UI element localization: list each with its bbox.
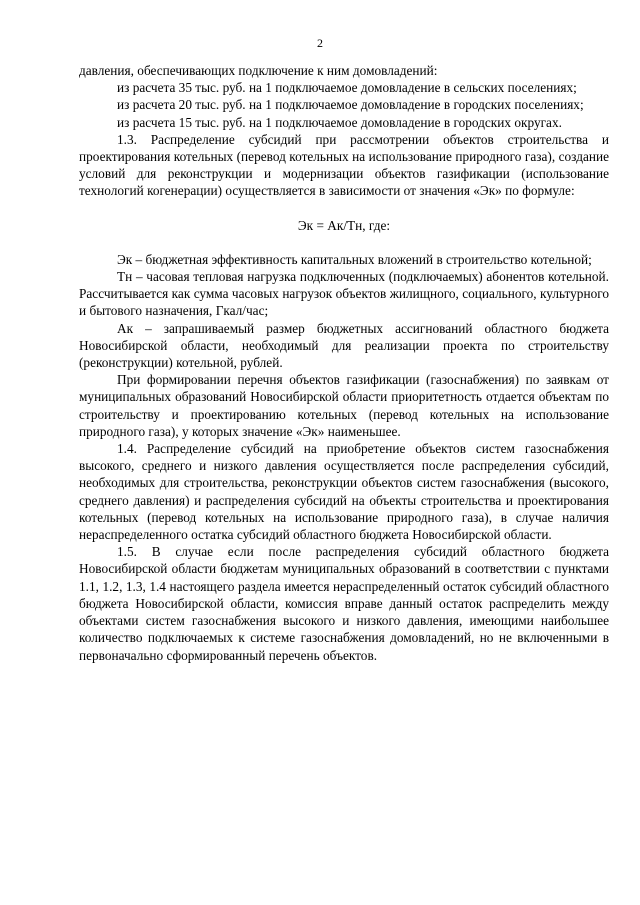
paragraph-section-1-5: 1.5. В случае если после распределения субсидий областного бюджета Новосибирской области бюджетам муниципальных образований в соответствии с пунктами 1.1, 1.2, 1.3, 1.4 настоящего раздела имеется нераспределенный остаток субсидий областного бюджета Новосибирской области, комиссия вправе данный остаток распределить между объектами систем газоснабжения высокого и низкого давления, имеющими наибольшее количество подключаемых к системе газоснабжения домовладений, но не включенными в первоначально сформированный перечень объектов. (79, 544, 609, 663)
paragraph-section-1-3: 1.3. Распределение субсидий при рассмотрении объектов строительства и проектирования котельных (перевод котельных на использование природного газа), создание условий для реконструкции и модернизации объектов газификации (использование технологий когенерации) осуществляется в зависимости от значения «Эк» по формуле: (79, 131, 609, 199)
paragraph-tn-definition: Тн – часовая тепловая нагрузка подключенных (подключаемых) абонентов котельной. Рассчитывается как сумма часовых нагрузок объектов жилищного, социального, культурного и бытового назначения, Гкал/час; (79, 269, 609, 319)
paragraph-urban-settlement-rate: из расчета 20 тыс. руб. на 1 подключаемое домовладение в городских поселениях; (117, 97, 584, 113)
paragraph-priority: При формировании перечня объектов газификации (газоснабжения) по заявкам от муниципальных образований Новосибирской области приоритетность отдается объектам по строительству и проектированию котельных (перевод котельных на использование природного газа), у которых значение «Эк» наименьшее. (79, 372, 609, 439)
paragraph-continuation: давления, обеспечивающих подключение к ним домовладений: (79, 63, 438, 78)
paragraph-section-1-4: 1.4. Распределение субсидий на приобретение объектов систем газоснабжения высокого, среднего и низкого давления осуществляется после распределения субсидий, необходимых для строительства, реконструкции объектов систем газоснабжения (высокого, среднего давления) и распределения субсидий на объекты строительства и проектирования котельных (перевод котельных на использование природного газа), в случае наличия нераспределенного остатка субсидий областного бюджета Новосибирской области. (79, 441, 609, 543)
page-number: 2 (317, 36, 323, 50)
paragraph-ek-definition: Эк – бюджетная эффективность капитальных вложений в строительство котельной; (117, 251, 592, 267)
paragraph-urban-district-rate: из расчета 15 тыс. руб. на 1 подключаемое домовладение в городских округах. (117, 114, 562, 130)
paragraph-ak-definition: Ак – запрашиваемый размер бюджетных ассигнований областного бюджета Новосибирской области, необходимый для реализации проекта по строительству (реконструкции) котельной, рублей. (79, 320, 609, 371)
paragraph-rural-rate: из расчета 35 тыс. руб. на 1 подключаемое домовладение в сельских поселениях; (117, 80, 577, 96)
document-body (79, 62, 609, 664)
formula: Эк = Ак/Тн, где: (297, 217, 391, 233)
